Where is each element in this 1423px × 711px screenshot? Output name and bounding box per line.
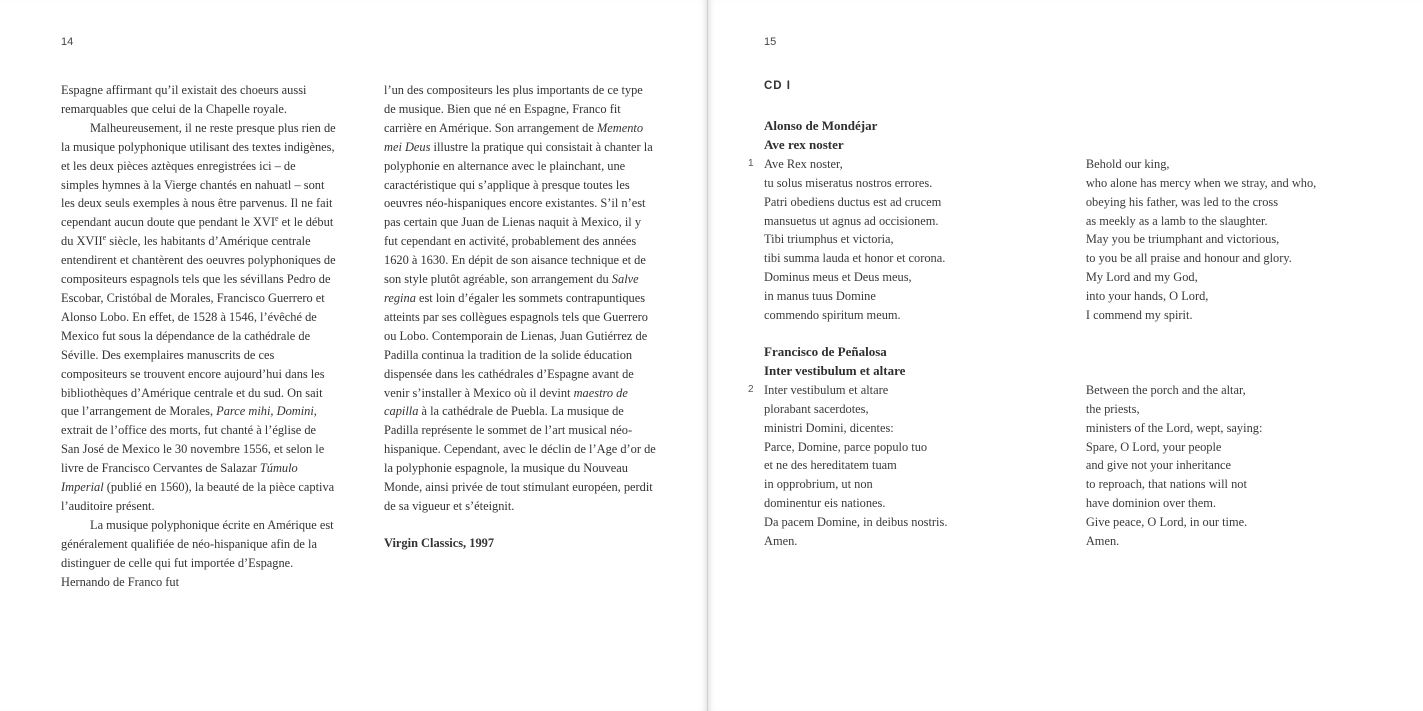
lyric-line: to reproach, that nations will not: [1085, 477, 1247, 492]
english-translation: [1086, 155, 1364, 325]
lyric-line: who alone has mercy when we stray, and who,: [1085, 175, 1317, 190]
italic-title: maestro de capilla: [384, 385, 628, 419]
latin-text: [764, 381, 1086, 551]
credit-line: Virgin Classics, 1997: [384, 535, 495, 550]
lyric-line: Da pacem Domine, in deibus nostris.: [764, 515, 948, 530]
lyric-line: Tibi triumphus et victoria,: [764, 232, 894, 247]
lyric-line: Amen.: [1085, 534, 1120, 549]
lyric-line: Ave Rex noster,: [764, 156, 843, 171]
track-block: [748, 117, 1364, 325]
lyric-line: ministri Domini, dicentes:: [764, 420, 894, 435]
italic-title: Túmulo Imperial: [61, 461, 298, 495]
lyric-line: May you be triumphant and victorious,: [1085, 232, 1280, 247]
right-page: [708, 0, 1423, 711]
track-number: 1: [748, 157, 754, 169]
track-number: 2: [748, 383, 754, 395]
lyric-line: Spare, O Lord, your people: [1085, 439, 1222, 454]
superscript: e: [275, 214, 279, 224]
lyric-line: My Lord and my God,: [1085, 270, 1198, 285]
lyric-line: and give not your inheritance: [1085, 458, 1232, 473]
lyrics: [748, 155, 1364, 325]
paragraph: [61, 119, 336, 516]
lyric-line: ministers of the Lord, wept, saying:: [1085, 420, 1263, 435]
lyric-line: into your hands, O Lord,: [1085, 289, 1209, 304]
paragraph: [61, 516, 336, 592]
work-title: Ave rex noster: [764, 136, 844, 152]
lyric-line: commendo spiritum meum.: [764, 308, 901, 323]
paragraph-text: , extrait de l’office des morts, fut chanté à l’église de San José de Mexico le 30 novembre 1556, et selon le livre de Francisco Cervantes de Salazar: [61, 404, 325, 476]
paragraph-text: est loin d’égaler les sommets contrapuntiques atteints par ses collègues espagnols tels que Guerrero ou Lobo. Contemporain de Lienas, Juan Gutiérrez de Padilla continua la tradition de la solide éducation dispensée dans les cathédrales d’Espagne avant de venir s’installer à Mexico où il devint: [384, 290, 648, 400]
composer-name: Francisco de Peñalosa: [764, 344, 887, 359]
lyric-line: Parce, Domine, parce populo tuo: [764, 439, 928, 454]
lyric-line: Inter vestibulum et altare: [764, 382, 889, 397]
lyric-line: have dominion over them.: [1085, 496, 1216, 511]
lyric-line: Behold our king,: [1085, 156, 1170, 171]
lyric-line: mansuetus ut agnus ad occisionem.: [764, 213, 939, 228]
paragraph-text: (publié en 1560), la beauté de la pièce captiva l’auditoire présent.: [61, 480, 335, 513]
lyric-line: dominentur eis nationes.: [764, 496, 886, 511]
lyrics: [748, 381, 1364, 551]
paragraph-text: Espagne affirmant qu’il existait des choeurs aussi remarquables que celui de la Chapelle royale.: [61, 83, 307, 116]
lyric-line: Dominus meus et Deus meus,: [764, 270, 912, 285]
paragraph-text: La musique polyphonique écrite en Amérique est généralement qualifiée de néo-hispanique afin de la distinguer de celle qui fut importée d’Espagne. Hernando de Franco fut: [61, 517, 334, 589]
lyric-line: in opprobrium, ut non: [764, 477, 873, 492]
paragraph-text: siècle, les habitants d’Amérique centrale entendirent et chantèrent des oeuvres polyphoniques de compositeurs espagnols tels que les sévillans Pedro de Escobar, Cristóbal de Morales, Francisco Guerrero et Alonso Lobo. En effet, de 1528 à 1546, l’évêché de Mexico fut sous la dépendance de la cathédrale de Séville. Des exemplaires manuscrits de ces compositeurs se trouvent encore aujourd’hui dans les bibliothèques d’Amérique centrale et du sud. On sait que l’arrangement de Morales,: [61, 234, 336, 419]
lyric-line: the priests,: [1085, 401, 1140, 416]
paragraph: [61, 81, 336, 119]
page-number-right: 15: [764, 36, 777, 48]
italic-title: Parce mihi, Domini: [216, 404, 314, 419]
lyric-line: I commend my spirit.: [1085, 308, 1193, 323]
composer-name: Alonso de Mondéjar: [764, 118, 878, 133]
lyric-line: plorabant sacerdotes,: [764, 401, 869, 416]
paragraph: [384, 81, 656, 516]
lyric-line: tibi summa lauda et honor et corona.: [764, 251, 946, 266]
superscript: e: [102, 233, 107, 243]
work-title: Inter vestibulum et altare: [764, 362, 906, 378]
left-page: [0, 0, 708, 711]
latin-text: [764, 155, 1086, 325]
disc-label: CD I: [764, 80, 791, 92]
lyric-line: Patri obediens ductus est ad crucem: [764, 194, 942, 209]
lyric-line: Between the porch and the altar,: [1085, 382, 1246, 397]
lyric-line: tu solus miseratus nostros errores.: [764, 175, 933, 190]
italic-title: Memento mei Deus: [384, 120, 644, 154]
lyric-line: as meekly as a lamb to the slaughter.: [1085, 213, 1268, 228]
lyric-line: Amen.: [764, 534, 798, 549]
paragraph-text: et le début du XVII: [61, 215, 334, 249]
page-number-left: 14: [61, 36, 74, 48]
left-column-1: [61, 81, 336, 591]
left-column-2: [384, 81, 656, 553]
paragraph-text: à la cathédrale de Puebla. La musique de Padilla représente le sommet de l’art musical néo-hispanique. Cependant, avec le déclin de l’Age d’or de la polyphonie espagnole, la musique du Nouveau Monde, ainsi privée de tout stimulant européen, perdit de sa vigueur et s’éteignit.: [384, 404, 656, 513]
paragraph-text: Malheureusement, il ne reste presque plus rien de la musique polyphonique utilisant des textes indigènes, et les deux pièces aztèques enregistrées ici – de simples hymnes à la Vierge chantés en nahuatl – sont les deux seuls exemples à nous être parvenus. Il ne fait cependant aucun doute que pendant le XVI: [61, 120, 336, 230]
lyric-line: et ne des hereditatem tuam: [764, 458, 897, 473]
track-block: [748, 343, 1364, 551]
english-translation: [1086, 381, 1364, 551]
paragraph-text: illustre la pratique qui consistait à chanter la polyphonie en alternance avec le plainchant, une caractéristique qui s’applique à presque toutes les oeuvres néo-hispaniques encore existantes. S’il n’est pas certain que Juan de Lienas naquit à Mexico, il y fut cependant en activité, probablement des années 1620 à 1630. En dépit de son aisance technique et de son style plutôt agréable, son arrangement du: [384, 139, 653, 287]
italic-title: Salve regina: [384, 272, 639, 305]
lyric-line: in manus tuus Domine: [764, 289, 876, 304]
lyric-line: obeying his father, was led to the cross: [1085, 194, 1279, 209]
paragraph-text: l’un des compositeurs les plus importants de ce type de musique. Bien que né en Espagne, Franco fit carrière en Amérique. Son arrangement de: [384, 83, 643, 135]
lyric-line: Give peace, O Lord, in our time.: [1085, 515, 1248, 530]
lyric-line: to you be all praise and honour and glory.: [1085, 251, 1292, 266]
